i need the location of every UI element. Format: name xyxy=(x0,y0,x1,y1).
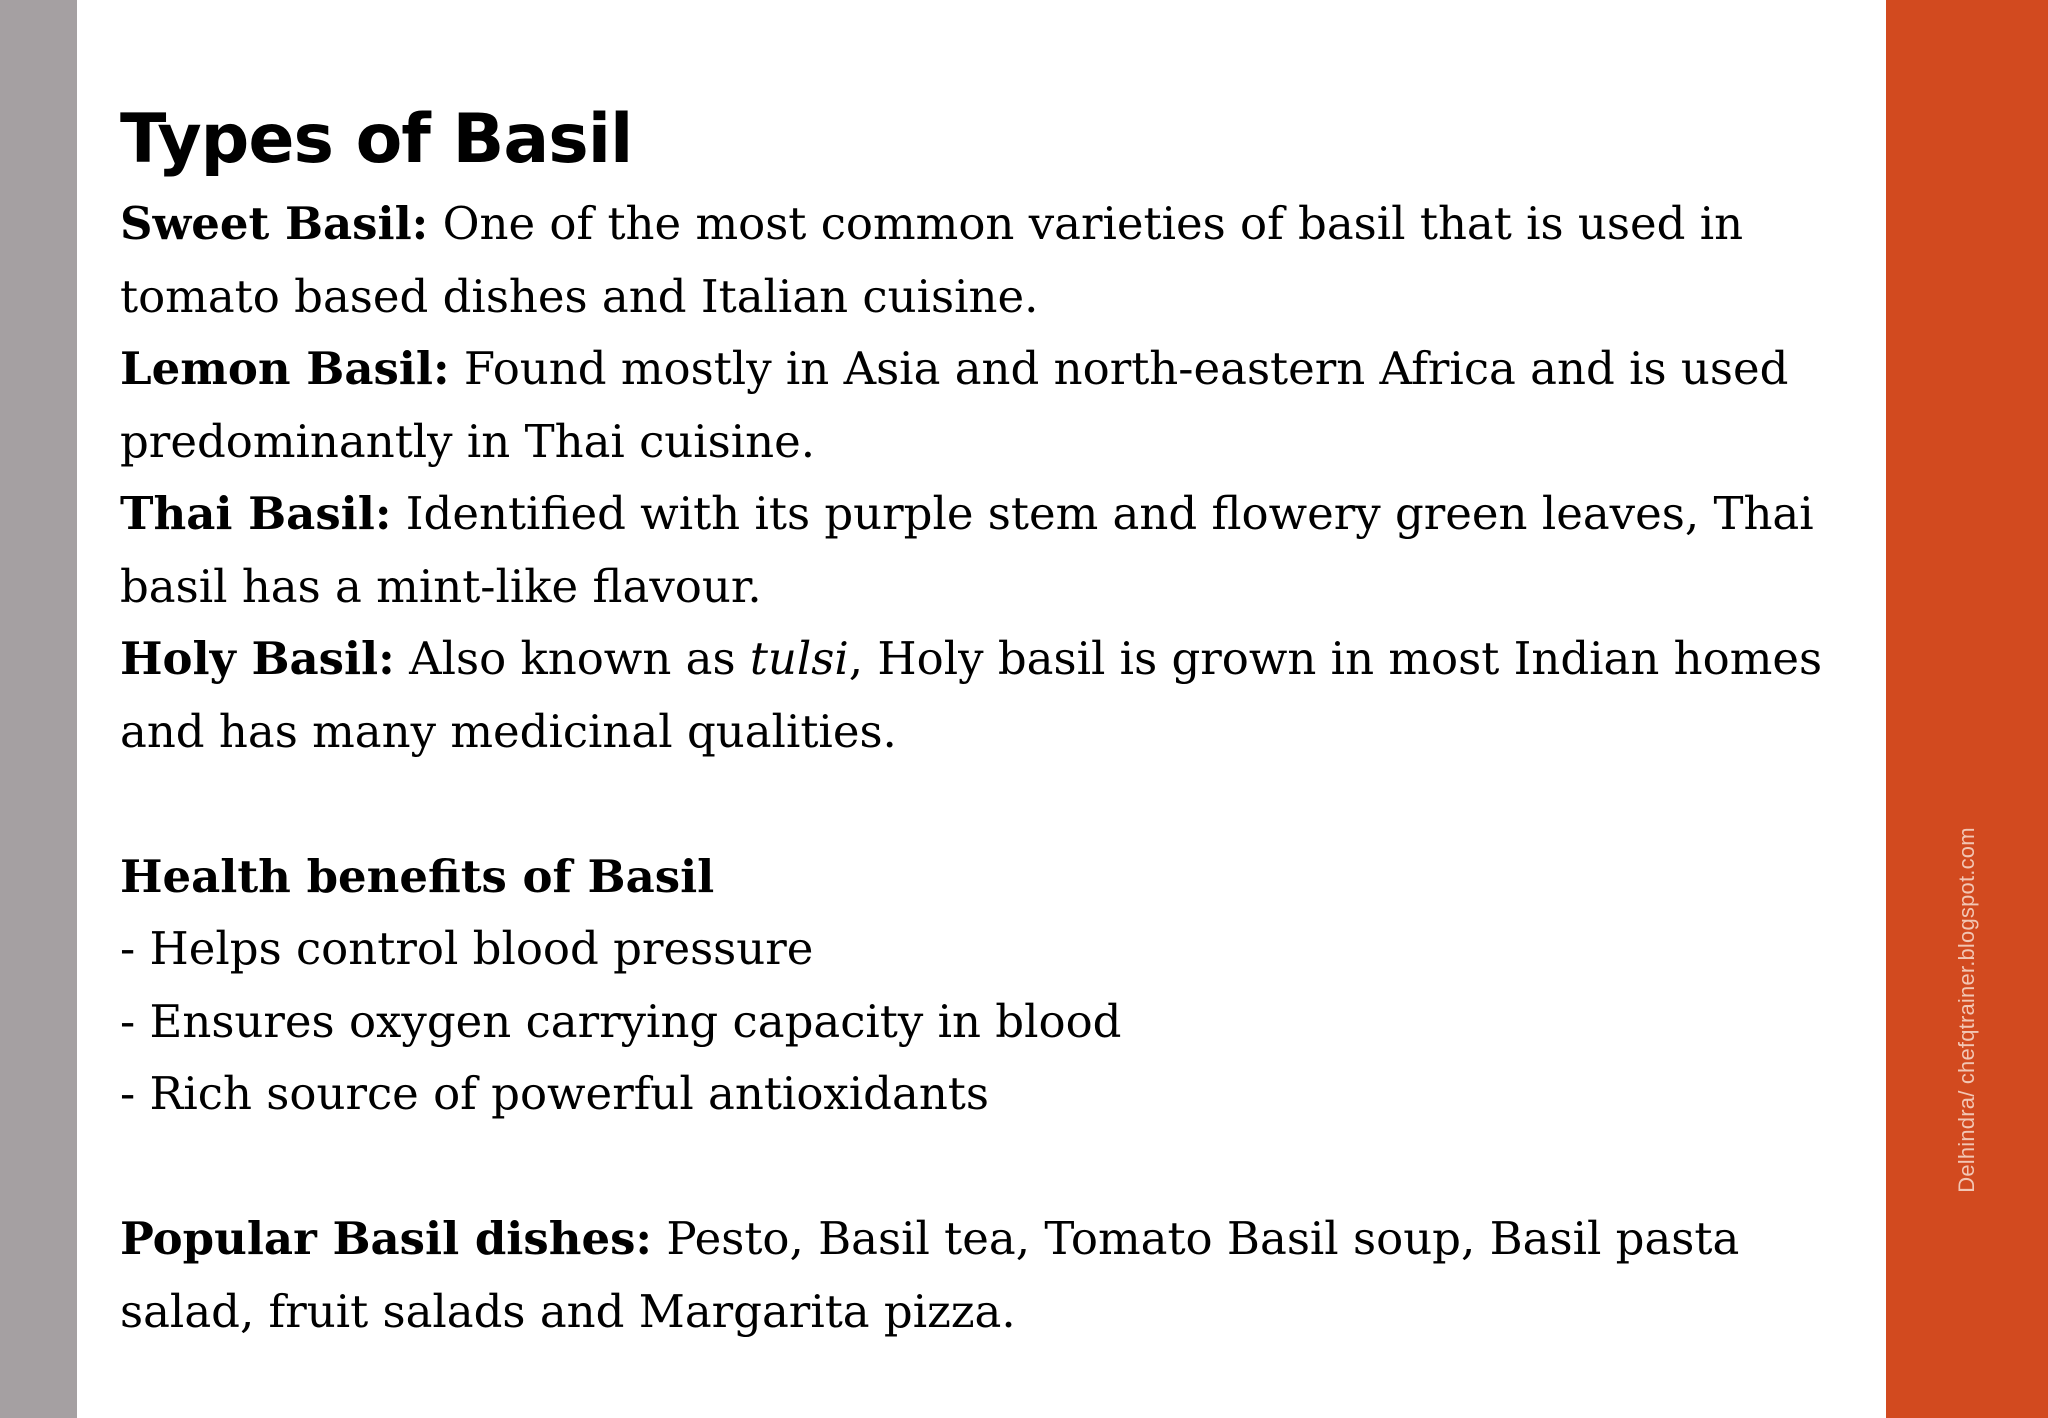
basil-type-description: One of the most common varieties of basil that is used in tomato based dishes and Italian cuisine. xyxy=(120,197,1744,323)
spacer xyxy=(120,1131,1870,1204)
left-accent-bar xyxy=(0,0,77,1418)
slide-content xyxy=(120,92,1870,1348)
side-credit: Delhindra/ chefqtrainer.blogspot.com xyxy=(1954,827,1979,1193)
basil-type-thai xyxy=(120,478,1870,623)
basil-type-description: , Holy basil is grown in most Indian homes and has many medicinal qualities. xyxy=(120,632,1823,758)
slide-title: Types of Basil xyxy=(120,100,633,179)
basil-type-description: Also known as xyxy=(394,632,750,685)
popular-dishes xyxy=(120,1203,1870,1348)
basil-type-term: Lemon Basil: xyxy=(120,342,450,395)
health-benefit-item: - Rich source of powerful antioxidants xyxy=(120,1067,989,1120)
basil-type-sweet xyxy=(120,188,1870,333)
basil-type-description-italic: tulsi xyxy=(749,632,849,685)
health-benefit-item: - Helps control blood pressure xyxy=(120,922,814,975)
popular-dishes-label: Popular Basil dishes: xyxy=(120,1212,653,1265)
basil-type-lemon xyxy=(120,333,1870,478)
basil-type-description: Identified with its purple stem and flowery green leaves, Thai basil has a mint-like flavour. xyxy=(120,487,1814,613)
right-accent-bar xyxy=(1886,0,2048,1418)
basil-type-term: Thai Basil: xyxy=(120,487,392,540)
health-benefits-heading: Health benefits of Basil xyxy=(120,849,715,903)
basil-type-description: Found mostly in Asia and north-eastern Africa and is used predominantly in Thai cuisine. xyxy=(120,342,1789,468)
basil-type-term: Sweet Basil: xyxy=(120,197,429,250)
health-benefit-item: - Ensures oxygen carrying capacity in blood xyxy=(120,994,1122,1048)
spacer xyxy=(120,768,1870,841)
slide-body xyxy=(120,188,1870,1348)
popular-dishes-text: Pesto, Basil tea, Tomato Basil soup, Basil pasta salad, fruit salads and Margarita pizza. xyxy=(120,1212,1740,1338)
basil-type-holy xyxy=(120,623,1870,768)
basil-type-term: Holy Basil: xyxy=(120,632,395,685)
